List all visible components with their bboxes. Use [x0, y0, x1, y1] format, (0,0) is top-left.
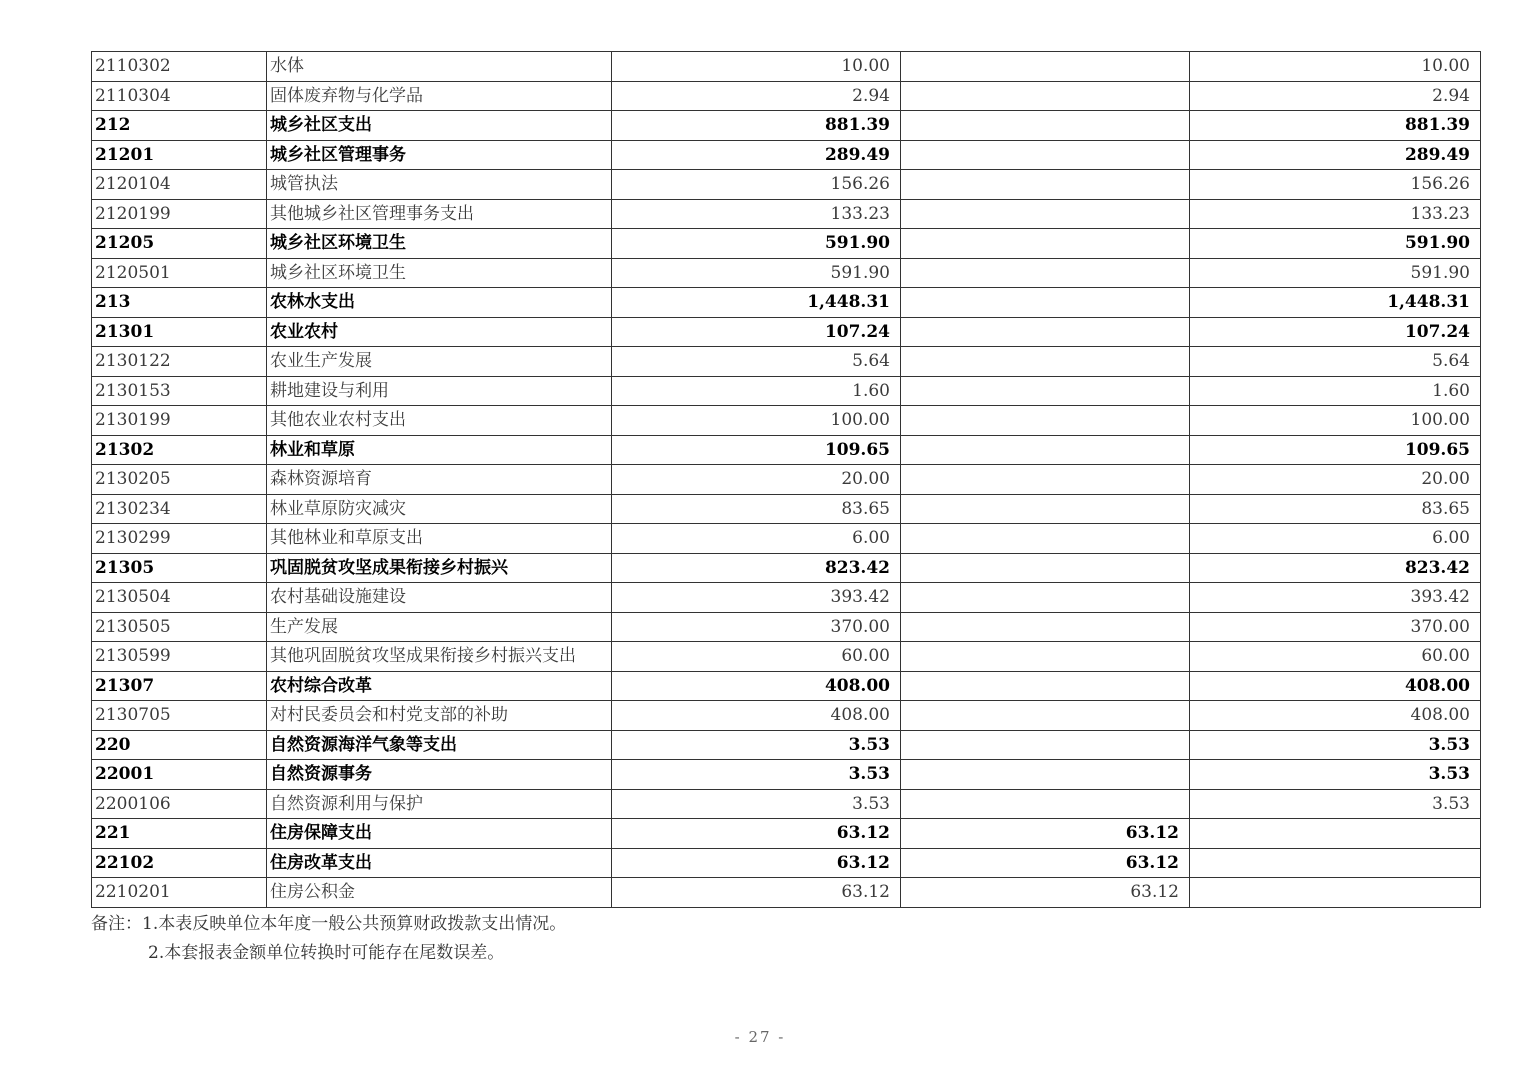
cell-code: 21205: [92, 229, 267, 259]
cell-project: 3.53: [1190, 760, 1481, 790]
cell-total: 823.42: [612, 553, 901, 583]
cell-basic: [901, 583, 1190, 613]
cell-name: 其他城乡社区管理事务支出: [267, 199, 612, 229]
table-row: [92, 258, 1481, 288]
table-row: [92, 760, 1481, 790]
cell-basic: [901, 81, 1190, 111]
cell-project: 109.65: [1190, 435, 1481, 465]
table-row: [92, 730, 1481, 760]
notes: [91, 910, 1480, 968]
cell-project: 393.42: [1190, 583, 1481, 613]
cell-total: 133.23: [612, 199, 901, 229]
table-row: [92, 229, 1481, 259]
cell-basic: [901, 671, 1190, 701]
cell-project: 20.00: [1190, 465, 1481, 495]
cell-code: 2210201: [92, 878, 267, 908]
cell-basic: [901, 288, 1190, 318]
table-row: [92, 701, 1481, 731]
cell-name: 巩固脱贫攻坚成果衔接乡村振兴: [267, 553, 612, 583]
cell-basic: [901, 347, 1190, 377]
note-line-2: 2.本套报表金额单位转换时可能存在尾数误差。: [148, 942, 505, 963]
cell-total: 408.00: [612, 671, 901, 701]
table-row: [92, 819, 1481, 849]
cell-basic: [901, 760, 1190, 790]
cell-basic: [901, 170, 1190, 200]
cell-total: 3.53: [612, 760, 901, 790]
cell-name: 其他林业和草原支出: [267, 524, 612, 554]
table-row: [92, 347, 1481, 377]
cell-project: 289.49: [1190, 140, 1481, 170]
cell-project: 3.53: [1190, 730, 1481, 760]
cell-name: 固体废弃物与化学品: [267, 81, 612, 111]
cell-name: 自然资源海洋气象等支出: [267, 730, 612, 760]
cell-name: 城乡社区支出: [267, 111, 612, 141]
cell-basic: [901, 612, 1190, 642]
cell-project: 823.42: [1190, 553, 1481, 583]
cell-project: 107.24: [1190, 317, 1481, 347]
cell-basic: [901, 199, 1190, 229]
cell-project: [1190, 848, 1481, 878]
cell-total: 156.26: [612, 170, 901, 200]
cell-project: 2.94: [1190, 81, 1481, 111]
cell-total: 83.65: [612, 494, 901, 524]
cell-basic: 63.12: [901, 819, 1190, 849]
cell-basic: [901, 524, 1190, 554]
cell-basic: [901, 465, 1190, 495]
cell-code: 2120501: [92, 258, 267, 288]
cell-name: 自然资源利用与保护: [267, 789, 612, 819]
cell-name: 住房改革支出: [267, 848, 612, 878]
cell-basic: [901, 494, 1190, 524]
cell-project: 1,448.31: [1190, 288, 1481, 318]
cell-basic: 63.12: [901, 878, 1190, 908]
table-row: [92, 111, 1481, 141]
budget-table-body: [92, 52, 1481, 908]
cell-project: [1190, 819, 1481, 849]
cell-total: 591.90: [612, 258, 901, 288]
cell-basic: [901, 111, 1190, 141]
cell-total: 5.64: [612, 347, 901, 377]
cell-project: 100.00: [1190, 406, 1481, 436]
cell-name: 林业草原防灾减灾: [267, 494, 612, 524]
cell-name: 自然资源事务: [267, 760, 612, 790]
cell-name: 农业农村: [267, 317, 612, 347]
cell-basic: [901, 140, 1190, 170]
cell-project: 881.39: [1190, 111, 1481, 141]
cell-project: [1190, 878, 1481, 908]
cell-code: 2200106: [92, 789, 267, 819]
cell-name: 城乡社区环境卫生: [267, 229, 612, 259]
cell-basic: [901, 553, 1190, 583]
cell-name: 农村基础设施建设: [267, 583, 612, 613]
cell-code: 2130122: [92, 347, 267, 377]
cell-total: 63.12: [612, 878, 901, 908]
cell-basic: [901, 406, 1190, 436]
table-row: [92, 671, 1481, 701]
table-row: [92, 553, 1481, 583]
table-row: [92, 583, 1481, 613]
cell-total: 3.53: [612, 789, 901, 819]
table-row: [92, 524, 1481, 554]
cell-project: 408.00: [1190, 701, 1481, 731]
cell-code: 2130705: [92, 701, 267, 731]
cell-name: 住房公积金: [267, 878, 612, 908]
table-row: [92, 288, 1481, 318]
cell-basic: [901, 376, 1190, 406]
table-row: [92, 52, 1481, 82]
cell-basic: [901, 789, 1190, 819]
cell-code: 2130599: [92, 642, 267, 672]
cell-basic: [901, 258, 1190, 288]
cell-project: 133.23: [1190, 199, 1481, 229]
cell-code: 21307: [92, 671, 267, 701]
cell-project: 5.64: [1190, 347, 1481, 377]
cell-project: 408.00: [1190, 671, 1481, 701]
cell-name: 其他农业农村支出: [267, 406, 612, 436]
cell-code: 2130234: [92, 494, 267, 524]
cell-total: 591.90: [612, 229, 901, 259]
cell-total: 408.00: [612, 701, 901, 731]
cell-total: 6.00: [612, 524, 901, 554]
cell-code: 22001: [92, 760, 267, 790]
cell-name: 农村综合改革: [267, 671, 612, 701]
cell-project: 6.00: [1190, 524, 1481, 554]
cell-code: 2130199: [92, 406, 267, 436]
table-row: [92, 406, 1481, 436]
cell-total: 3.53: [612, 730, 901, 760]
table-row: [92, 170, 1481, 200]
cell-total: 2.94: [612, 81, 901, 111]
cell-code: 2130153: [92, 376, 267, 406]
cell-code: 21302: [92, 435, 267, 465]
cell-code: 2130504: [92, 583, 267, 613]
cell-project: 370.00: [1190, 612, 1481, 642]
table-row: [92, 494, 1481, 524]
cell-code: 2120199: [92, 199, 267, 229]
budget-table: [91, 51, 1481, 908]
cell-total: 1,448.31: [612, 288, 901, 318]
table-row: [92, 465, 1481, 495]
cell-code: 21305: [92, 553, 267, 583]
page-number: - 27 -: [734, 1028, 786, 1046]
cell-name: 城管执法: [267, 170, 612, 200]
cell-total: 109.65: [612, 435, 901, 465]
cell-name: 森林资源培育: [267, 465, 612, 495]
cell-name: 耕地建设与利用: [267, 376, 612, 406]
cell-project: 591.90: [1190, 229, 1481, 259]
cell-project: 156.26: [1190, 170, 1481, 200]
cell-total: 100.00: [612, 406, 901, 436]
cell-project: 60.00: [1190, 642, 1481, 672]
cell-total: 1.60: [612, 376, 901, 406]
table-row: [92, 642, 1481, 672]
cell-code: 221: [92, 819, 267, 849]
cell-code: 2120104: [92, 170, 267, 200]
cell-name: 其他巩固脱贫攻坚成果衔接乡村振兴支出: [267, 642, 612, 672]
table-row: [92, 81, 1481, 111]
cell-basic: [901, 229, 1190, 259]
cell-total: 63.12: [612, 819, 901, 849]
cell-basic: [901, 730, 1190, 760]
cell-basic: [901, 52, 1190, 82]
note-line-1: 备注：1.本表反映单位本年度一般公共预算财政拨款支出情况。: [91, 913, 567, 934]
cell-code: 21201: [92, 140, 267, 170]
cell-code: 212: [92, 111, 267, 141]
cell-code: 22102: [92, 848, 267, 878]
cell-name: 林业和草原: [267, 435, 612, 465]
cell-code: 2130205: [92, 465, 267, 495]
table-row: [92, 376, 1481, 406]
cell-name: 对村民委员会和村党支部的补助: [267, 701, 612, 731]
cell-name: 农业生产发展: [267, 347, 612, 377]
cell-name: 水体: [267, 52, 612, 82]
cell-basic: 63.12: [901, 848, 1190, 878]
cell-name: 住房保障支出: [267, 819, 612, 849]
cell-code: 220: [92, 730, 267, 760]
cell-total: 20.00: [612, 465, 901, 495]
cell-basic: [901, 435, 1190, 465]
cell-total: 881.39: [612, 111, 901, 141]
table-row: [92, 878, 1481, 908]
cell-total: 60.00: [612, 642, 901, 672]
cell-project: 3.53: [1190, 789, 1481, 819]
cell-basic: [901, 317, 1190, 347]
cell-code: 2130299: [92, 524, 267, 554]
cell-name: 城乡社区管理事务: [267, 140, 612, 170]
cell-total: 370.00: [612, 612, 901, 642]
cell-total: 10.00: [612, 52, 901, 82]
cell-code: 21301: [92, 317, 267, 347]
table-row: [92, 612, 1481, 642]
cell-name: 生产发展: [267, 612, 612, 642]
table-row: [92, 317, 1481, 347]
table-row: [92, 848, 1481, 878]
table-row: [92, 789, 1481, 819]
table-row: [92, 435, 1481, 465]
cell-basic: [901, 701, 1190, 731]
cell-name: 农林水支出: [267, 288, 612, 318]
cell-name: 城乡社区环境卫生: [267, 258, 612, 288]
cell-project: 591.90: [1190, 258, 1481, 288]
cell-project: 10.00: [1190, 52, 1481, 82]
table-row: [92, 199, 1481, 229]
cell-total: 63.12: [612, 848, 901, 878]
cell-basic: [901, 642, 1190, 672]
cell-total: 107.24: [612, 317, 901, 347]
cell-code: 2110304: [92, 81, 267, 111]
cell-total: 289.49: [612, 140, 901, 170]
cell-project: 1.60: [1190, 376, 1481, 406]
cell-project: 83.65: [1190, 494, 1481, 524]
cell-code: 2130505: [92, 612, 267, 642]
cell-code: 2110302: [92, 52, 267, 82]
cell-total: 393.42: [612, 583, 901, 613]
cell-code: 213: [92, 288, 267, 318]
table-row: [92, 140, 1481, 170]
budget-sheet: [91, 51, 1480, 968]
